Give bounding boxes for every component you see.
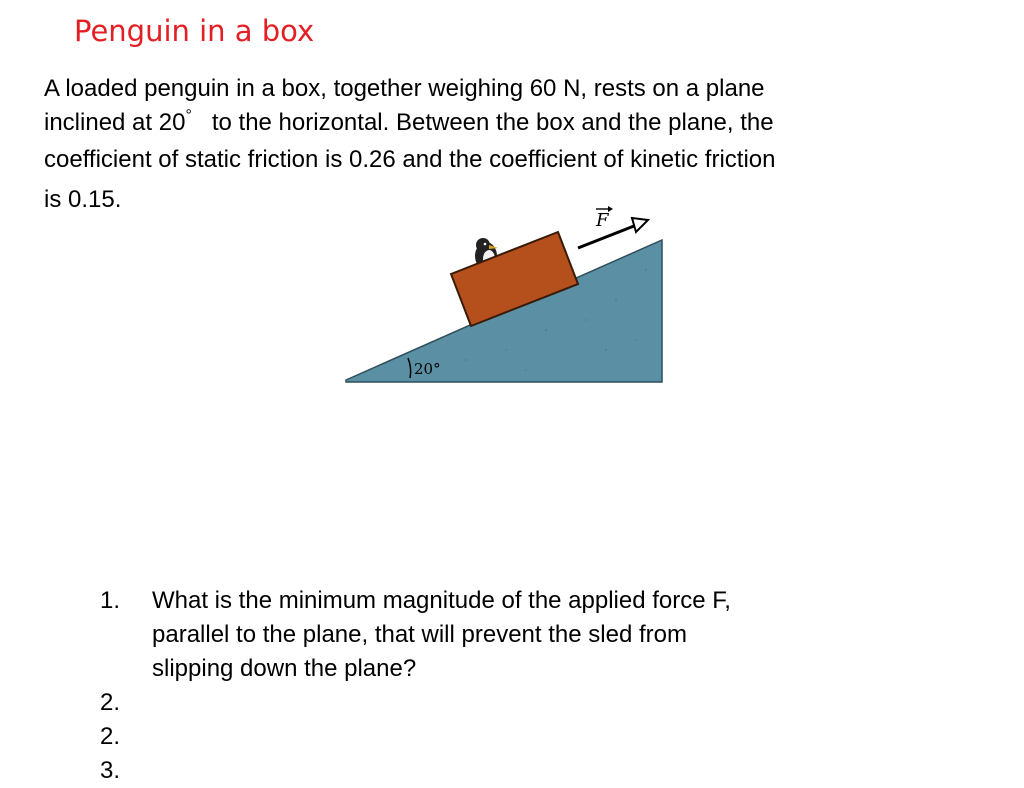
problem-line-1: A loaded penguin in a box, together weighing 60 N, rests on a plane: [44, 75, 765, 102]
question-number: 3.: [100, 757, 121, 784]
question-text-line: parallel to the plane, that will prevent the sled from: [152, 621, 687, 648]
problem-line-3: coefficient of static friction is 0.26 and the coefficient of kinetic friction: [44, 146, 776, 173]
question-number: 2.: [100, 723, 121, 750]
problem-line-2: [44, 106, 944, 143]
incline-diagram: [346, 200, 664, 384]
question-list: [100, 584, 860, 788]
question-item: [100, 754, 860, 788]
question-text-line: slipping down the plane?: [152, 655, 417, 682]
question-text: [152, 686, 832, 720]
question-text: [152, 584, 832, 686]
angle-label: 20°: [414, 360, 441, 378]
force-arrow: [578, 218, 648, 248]
question-text: [152, 754, 832, 788]
question-text: [152, 720, 832, 754]
problem-statement: [44, 72, 944, 217]
incline-diagram-svg: [346, 200, 664, 384]
question-text-line: What is the minimum magnitude of the applied force F,: [152, 587, 731, 614]
problem-line-4: is 0.15.: [44, 186, 122, 213]
problem-line-2-start: inclined at 20: [44, 109, 186, 136]
problem-line-2-end: to the horizontal. Between the box and the plane, the: [211, 109, 774, 136]
degree-symbol: °: [185, 107, 192, 124]
slide-title: Penguin in a box: [74, 14, 315, 48]
question-item: [100, 584, 860, 686]
question-item: [100, 686, 860, 720]
force-vector-arrowhead: [608, 206, 613, 212]
force-label: F: [596, 210, 609, 231]
question-number: 2.: [100, 689, 121, 716]
question-number: 1.: [100, 587, 121, 614]
question-item: [100, 720, 860, 754]
